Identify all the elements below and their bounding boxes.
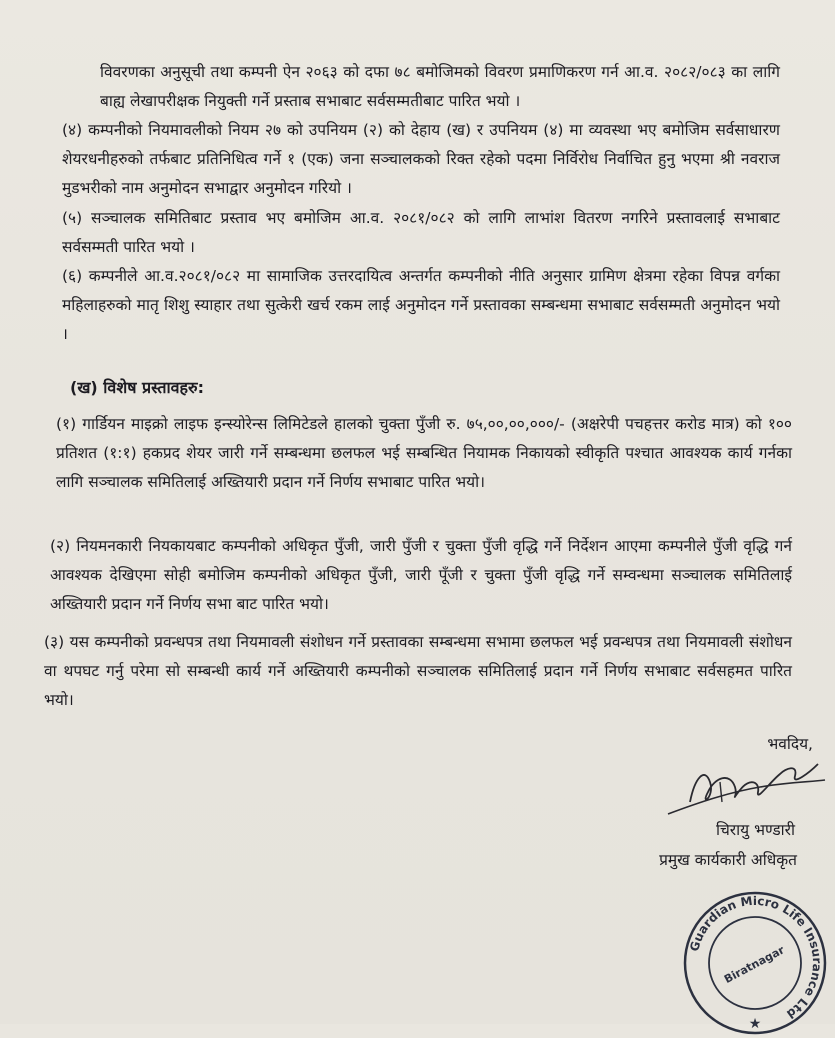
- paragraph-4: (४) कम्पनीको नियमावलीको नियम २७ को उपनियम (२) को देहाय (ख) र उपनियम (४) मा व्यवस्था भए बमोजिम सर्वसाधारण शेयरधनीहरुको तर्फबाट प्रतिनिधित्व गर्ने १ (एक) जना सञ्चालकको रिक्त रहेको पदमा निर्विरोध निर्वाचित हुनु भएमा श्री नवराज मुडभरीको नाम अनुमोदन सभाद्वार अनुमोदन गरियो ।: [62, 121, 780, 197]
- special-proposal-2: (२) नियमनकारी नियकायबाट कम्पनीको अधिकृत पुँजी, जारी पुँजी र चुक्ता पुँजी वृद्धि गर्ने निर्देशन आएमा कम्पनीले पुँजी वृद्धि गर्न आवश्यक देखिएमा सोही बमोजिम कम्पनीको अधिकृत पुँजी, जारी पूँजी र चुक्ता पुँजी वृद्धि गर्ने सम्वन्धमा सञ्चालक समितिलाई अख्तियारी प्रदान गर्ने निर्णय सभा बाट पारित भयो।: [50, 537, 792, 613]
- signatory-designation: प्रमुख कार्यकारी अधिकृत: [659, 851, 797, 869]
- stamp-star-icon: ★: [748, 1016, 762, 1032]
- stamp-outer-text: Guardian Micro Life Insurance Ltd: [687, 893, 825, 1022]
- salutation: भवदिय,: [767, 735, 813, 753]
- paragraph-3-continued: विवरणका अनुसूची तथा कम्पनी ऐन २०६३ को दफा ७८ बमोजिमको विवरण प्रमाणिकरण गर्न आ.व. २०८२/०८३ का लागि बाह्य लेखापरीक्षक नियुक्ती गर्ने प्रस्ताब सभाबाट सर्वसम्मतीबाट पारित भयो ।: [100, 63, 780, 110]
- signatory-name: चिरायु भण्डारी: [715, 821, 795, 839]
- paragraph-5: (५) सञ्चालक समितिबाट प्रस्ताव भए बमोजिम आ.व. २०८१/०८२ को लागि लाभांश वितरण नगरिने प्रस्तावलाई सभाबाट सर्वसम्मती पारित भयो ।: [62, 209, 780, 256]
- special-proposal-1: (१) गार्डियन माइक्रो लाइफ इन्स्योरेन्स लिमिटेडले हालको चुक्ता पुँजी रु. ७५,००,००,०००/- (अक्षरेपी पचहत्तर करोड मात्र) को १०० प्रतिशत (१:१) हकप्रद शेयर जारी गर्ने सम्बन्धमा छलफल भई सम्बन्धित नियामक निकायको स्वीकृति पश्चात आवश्यक कार्य गर्नका लागि सञ्चालक समितिलाई अख्तियारी प्रदान गर्ने निर्णय सभाबाट पारित भयो।: [56, 415, 792, 491]
- special-proposals-heading: (ख) विशेष प्रस्तावहरु:: [70, 378, 204, 397]
- stamp-inner-text: Biratnagar: [721, 943, 787, 986]
- paragraph-6: (६) कम्पनीले आ.व.२०८१/०८२ मा सामाजिक उत्तरदायित्व अन्तर्गत कम्पनीको नीति अनुसार ग्रामिण क्षेत्रमा रहेका विपन्न वर्गका महिलाहरुको मातृ शिशु स्याहार तथा सुत्केरी खर्च रकम लाई अनुमोदन गर्ने प्रस्तावका सम्बन्धमा सभाबाट सर्वसम्मती अनुमोदन भयो ।: [62, 267, 780, 343]
- company-stamp: [680, 888, 830, 1038]
- special-proposal-3: (३) यस कम्पनीको प्रवन्धपत्र तथा नियमावली संशोधन गर्ने प्रस्तावका सम्बन्धमा सभामा छलफल भई प्रवन्धपत्र तथा नियमावली संशोधन वा थपघट गर्नु परेमा सो सम्बन्धी कार्य गर्ने अख्तियारी कम्पनीको सञ्चालक समितिलाई प्रदान गर्ने निर्णय सभाबाट सर्वसहमत पारित भयो।: [44, 633, 792, 709]
- handwritten-signature: [660, 752, 830, 822]
